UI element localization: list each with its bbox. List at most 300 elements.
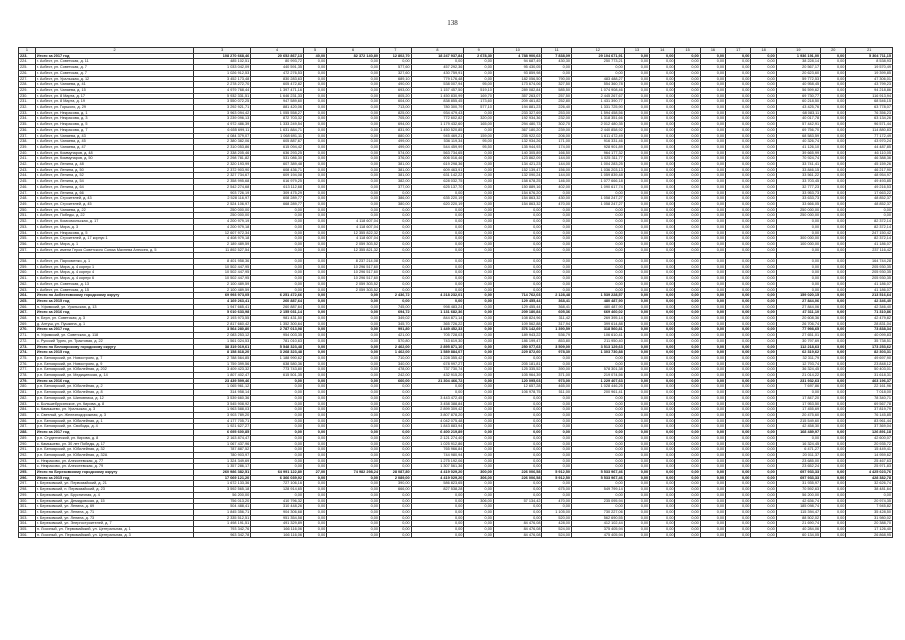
address-cell: Итого за 2015 год <box>35 350 193 356</box>
value-cell: 82 372,14 <box>846 224 893 230</box>
value-cell: 260 887,64 <box>251 298 304 304</box>
value-cell: 0,00 <box>303 184 326 190</box>
value-cell: 0,00 <box>751 350 776 356</box>
value-cell: 0,00 <box>675 509 700 515</box>
address-cell: г. Асбест, ул. Ленина, д. 48 <box>35 162 193 168</box>
value-cell: 82 303,31 <box>846 350 893 356</box>
value-cell: 0,00 <box>464 327 494 333</box>
value-cell: 0,00 <box>624 236 649 242</box>
value-cell: 0,00 <box>700 470 725 476</box>
value-cell: 0,00 <box>303 241 326 247</box>
value-cell: 302,70 <box>542 122 572 128</box>
value-cell: 0,00 <box>700 287 725 293</box>
row-index-cell: 298. <box>19 487 36 493</box>
value-cell: 0,00 <box>572 224 625 230</box>
value-cell: 232,00 <box>542 116 572 122</box>
value-cell: 4 169 263,41 <box>194 298 251 304</box>
value-cell: 3 903 789,20 <box>194 412 251 418</box>
address-cell: р.п. Студенческий, ул. Кирова, д. 8 <box>35 435 193 441</box>
value-cell: 0,00 <box>675 144 700 150</box>
value-cell: 669 460,02 <box>572 310 625 316</box>
value-cell: 250 000,00 <box>776 207 820 213</box>
value-cell: 33 666,05 <box>776 201 820 207</box>
value-cell: 0,00 <box>542 464 572 470</box>
value-cell: 0,00 <box>700 236 725 242</box>
value-cell: 0,00 <box>700 407 725 413</box>
value-cell: 0,00 <box>624 241 649 247</box>
value-cell: 0,00 <box>700 144 725 150</box>
value-cell: 69 993 973,05 <box>194 293 251 299</box>
value-cell: 0,00 <box>464 287 494 293</box>
value-cell: 0,00 <box>650 59 675 65</box>
value-cell: 668 289,77 <box>251 201 304 207</box>
row-index-cell: 293. <box>19 458 36 464</box>
column-header: 20 <box>821 48 846 54</box>
value-cell: 95,00 <box>464 82 494 88</box>
column-header: 9 <box>464 48 494 54</box>
value-cell: 247 150,42 <box>846 230 893 236</box>
value-cell: 0,00 <box>411 298 464 304</box>
value-cell: 0,00 <box>493 407 542 413</box>
value-cell: 95,50 <box>464 144 494 150</box>
value-cell: 166,50 <box>542 150 572 156</box>
value-cell: 144,00 <box>542 173 572 179</box>
value-cell: 0,00 <box>821 378 846 384</box>
value-cell: 0,00 <box>650 350 675 356</box>
value-cell: 0,00 <box>251 458 304 464</box>
value-cell: 0,00 <box>675 424 700 430</box>
value-cell: 68 083,11 <box>776 110 820 116</box>
value-cell: 0,00 <box>650 264 675 270</box>
value-cell: 0,00 <box>303 361 326 367</box>
value-cell: 0,00 <box>751 287 776 293</box>
column-header: 14 <box>650 48 675 54</box>
value-cell: 0,00 <box>303 504 326 510</box>
value-cell: 0,00 <box>327 390 380 396</box>
value-cell: 0,00 <box>464 361 494 367</box>
value-cell: 765 966,84 <box>411 447 464 453</box>
value-cell: 0,00 <box>493 281 542 287</box>
value-cell: 0,00 <box>650 139 675 145</box>
value-cell: 0,00 <box>700 304 725 310</box>
value-cell: 2 089,00 <box>379 475 411 481</box>
value-cell: 0,00 <box>327 162 380 168</box>
row-index-cell: 303. <box>19 515 36 521</box>
address-cell: р.п. Белоярский, ул. Новостроек, д. 9 <box>35 361 193 367</box>
row-index-cell: 232. <box>19 105 36 111</box>
value-cell: 1 431 390,77 <box>572 99 625 105</box>
value-cell: 4 118 607,04 <box>327 224 380 230</box>
column-header: 1 <box>19 48 36 54</box>
value-cell: 0,00 <box>624 162 649 168</box>
value-cell: 504 488,41 <box>194 504 251 510</box>
value-cell: 49 697,90 <box>846 355 893 361</box>
value-cell: 0,00 <box>675 470 700 476</box>
value-cell: 421,00 <box>379 333 411 339</box>
value-cell: 0,00 <box>751 458 776 464</box>
value-cell: 615 501,35 <box>251 373 304 379</box>
value-cell: 0,00 <box>303 224 326 230</box>
value-cell: 0,00 <box>650 133 675 139</box>
value-cell: 309 475,29 <box>251 190 304 196</box>
value-cell: 1 131 682,36 <box>411 310 464 316</box>
value-cell: 0,00 <box>700 179 725 185</box>
value-cell: 0,00 <box>251 224 304 230</box>
value-cell: 0,00 <box>650 470 675 476</box>
row-index-cell: 240. <box>19 150 36 156</box>
value-cell: 1 179 432,60 <box>411 122 464 128</box>
value-cell: 1 324 349,69 <box>194 458 251 464</box>
value-cell: 0,00 <box>411 281 464 287</box>
row-index-cell: 285. <box>19 412 36 418</box>
value-cell: 0,00 <box>624 310 649 316</box>
row-index-cell: 257. <box>19 247 36 253</box>
value-cell: 0,00 <box>327 430 380 436</box>
address-cell: р.п. Белоярский, ул. Новостроек, д. 7 <box>35 355 193 361</box>
value-cell: 0,00 <box>726 361 751 367</box>
value-cell: 0,00 <box>464 338 494 344</box>
value-cell: 250 077,63 <box>493 344 542 350</box>
value-cell: 11 892 527,54 <box>194 247 251 253</box>
value-cell: 0,00 <box>303 144 326 150</box>
value-cell: 744 980,94 <box>411 452 464 458</box>
value-cell: 1 390,59 <box>542 327 572 333</box>
row-index-cell: 253. <box>19 224 36 230</box>
value-cell: 0,00 <box>700 384 725 390</box>
value-cell: 0,00 <box>542 401 572 407</box>
value-cell: 0,00 <box>542 355 572 361</box>
value-cell: 0,00 <box>821 156 846 162</box>
value-cell: 0,00 <box>493 418 542 424</box>
value-cell: 94 218,86 <box>846 87 893 93</box>
value-cell: 0,00 <box>821 127 846 133</box>
row-index-cell: 230. <box>19 93 36 99</box>
value-cell: 0,00 <box>700 401 725 407</box>
value-cell: 186 199,47 <box>493 338 542 344</box>
value-cell: 0,00 <box>726 162 751 168</box>
value-cell: 903 726,19 <box>194 190 251 196</box>
value-cell: 0,00 <box>700 270 725 276</box>
value-cell: 0,00 <box>821 116 846 122</box>
value-cell: 881 420,06 <box>251 105 304 111</box>
row-index-cell: 235. <box>19 122 36 128</box>
address-cell: г. Асбест, ул. Строителей, д. 45 <box>35 201 193 207</box>
address-cell: г. Асбест, ул. Мира, д. 4 корпус 6 <box>35 276 193 282</box>
address-cell: г. Березовский, ул. Первомайский, д. 21 <box>35 481 193 487</box>
value-cell: 0,00 <box>726 150 751 156</box>
value-cell: 0,00 <box>821 441 846 447</box>
value-cell: 928 901,89 <box>572 144 625 150</box>
value-cell: 478,00 <box>379 367 411 373</box>
value-cell: 0,00 <box>624 452 649 458</box>
value-cell: 0,00 <box>303 395 326 401</box>
value-cell: 0,00 <box>726 475 751 481</box>
value-cell: 0,00 <box>821 162 846 168</box>
value-cell: 0,00 <box>624 264 649 270</box>
value-cell: 0,00 <box>751 515 776 521</box>
value-cell: 0,00 <box>700 219 725 225</box>
value-cell: 0,00 <box>650 259 675 265</box>
address-cell: г. Асбест, ул. Мира, д. 4 корпус 1 <box>35 264 193 270</box>
value-cell: 2 899 309,42 <box>411 407 464 413</box>
value-cell: 0,00 <box>821 310 846 316</box>
value-cell: 0,00 <box>821 213 846 219</box>
value-cell: 253,00 <box>542 110 572 116</box>
value-cell: 56 200,00 <box>194 492 251 498</box>
value-cell: 3 539 660,36 <box>194 395 251 401</box>
value-cell: 0,00 <box>675 219 700 225</box>
value-cell: 0,00 <box>464 321 494 327</box>
value-cell: 0,00 <box>751 87 776 93</box>
value-cell: 0,00 <box>464 264 494 270</box>
value-cell: 0,00 <box>751 498 776 504</box>
value-cell: 0,00 <box>624 481 649 487</box>
value-cell: 289 082,84 <box>493 87 542 93</box>
value-cell: 0,00 <box>327 515 380 521</box>
value-cell: 0,00 <box>572 458 625 464</box>
value-cell: 31 980,02 <box>846 515 893 521</box>
value-cell: 0,00 <box>821 219 846 225</box>
value-cell: 412 102,44 <box>572 521 625 527</box>
value-cell: 0,00 <box>464 293 494 299</box>
value-cell: 0,00 <box>751 241 776 247</box>
value-cell: 0,00 <box>327 532 380 538</box>
value-cell: 2 298 781,82 <box>194 156 251 162</box>
value-cell: 0,00 <box>700 310 725 316</box>
value-cell: 0,00 <box>464 452 494 458</box>
value-cell: 0,00 <box>821 144 846 150</box>
value-cell: 10 502 447,95 <box>194 270 251 276</box>
value-cell: 32 311,79 <box>776 355 820 361</box>
value-cell: 20 974,35 <box>846 498 893 504</box>
value-cell: 0,00 <box>700 70 725 76</box>
value-cell: 129 455,44 <box>493 298 542 304</box>
value-cell: 0,00 <box>675 133 700 139</box>
address-cell: г. Асбест, ул. Ленина, д. 52 <box>35 173 193 179</box>
value-cell: 745,00 <box>379 304 411 310</box>
value-cell: 0,00 <box>726 196 751 202</box>
value-cell: 0,00 <box>464 316 494 322</box>
value-cell: 0,00 <box>675 173 700 179</box>
value-cell: 0,00 <box>303 201 326 207</box>
value-cell: 0,00 <box>675 230 700 236</box>
value-cell: 0,00 <box>751 412 776 418</box>
value-cell: 0,00 <box>650 127 675 133</box>
value-cell: 173 674,06 <box>493 82 542 88</box>
value-cell: 260 986 382,51 <box>194 470 251 476</box>
value-cell: 134 421,23 <box>493 162 542 168</box>
value-cell: 32 626,74 <box>846 481 893 487</box>
value-cell: 0,00 <box>726 87 751 93</box>
value-cell: 0,00 <box>327 344 380 350</box>
value-cell: 0,00 <box>700 190 725 196</box>
value-cell: 0,00 <box>327 150 380 156</box>
value-cell: 693,00 <box>379 87 411 93</box>
value-cell: 0,00 <box>251 424 304 430</box>
value-cell: 60 134,05 <box>776 532 820 538</box>
value-cell: 0,00 <box>650 293 675 299</box>
row-index-cell: 254. <box>19 230 36 236</box>
row-index-cell: 296. <box>19 475 36 481</box>
value-cell: 0,00 <box>379 532 411 538</box>
address-cell: п. Уфимский, ул. Уральская, д. 13 <box>35 304 193 310</box>
page-number: 138 <box>447 19 458 27</box>
value-cell: 235 922,02 <box>493 133 542 139</box>
value-cell: 0,00 <box>751 504 776 510</box>
value-cell: 0,00 <box>379 281 411 287</box>
value-cell: 2 059 303,52 <box>327 281 380 287</box>
value-cell: 0,00 <box>675 310 700 316</box>
value-cell: 0,00 <box>493 287 542 293</box>
value-cell: 0,00 <box>303 390 326 396</box>
value-cell: 0,00 <box>751 184 776 190</box>
value-cell: 0,00 <box>624 156 649 162</box>
value-cell: 0,00 <box>411 384 464 390</box>
value-cell: 250 000,00 <box>194 213 251 219</box>
address-cell: Итого за 2016 год <box>35 310 193 316</box>
value-cell: 0,00 <box>675 76 700 82</box>
value-cell: 0,00 <box>542 287 572 293</box>
value-cell: 0,00 <box>572 361 625 367</box>
value-cell: 0,00 <box>751 127 776 133</box>
value-cell: 964 177,32 <box>572 150 625 156</box>
value-cell: 0,00 <box>464 65 494 71</box>
value-cell: 209 180,84 <box>493 310 542 316</box>
value-cell: 0,00 <box>675 481 700 487</box>
value-cell: 0,00 <box>700 201 725 207</box>
address-cell: р.п. Белоярский, ул. Юбилейная, д. 1 <box>35 418 193 424</box>
value-cell: 33 741,41 <box>776 162 820 168</box>
value-cell: 0,00 <box>821 470 846 476</box>
address-cell: г. Асбест, ул. Советская, д. 13 <box>35 281 193 287</box>
value-cell: 318 560,81 <box>572 327 625 333</box>
row-index-cell: 279. <box>19 378 36 384</box>
address-cell: г. Асбест, ул. 8 Марта, д. 17 <box>35 93 193 99</box>
value-cell: 0,00 <box>464 390 494 396</box>
value-cell: 0,00 <box>821 70 846 76</box>
value-cell: 0,00 <box>379 247 411 253</box>
value-cell: 0,00 <box>650 464 675 470</box>
value-cell: 0,00 <box>303 287 326 293</box>
value-cell: 0,00 <box>327 70 380 76</box>
value-cell: 779 176,48 <box>411 76 464 82</box>
value-cell: 0,00 <box>751 361 776 367</box>
value-cell: 1 845 356,71 <box>194 509 251 515</box>
value-cell: 0,00 <box>821 498 846 504</box>
value-cell: 0,00 <box>821 270 846 276</box>
value-cell: 0,00 <box>327 350 380 356</box>
value-cell: 49 216,53 <box>846 184 893 190</box>
value-cell: 0,00 <box>675 139 700 145</box>
value-cell: 0,00 <box>650 316 675 322</box>
value-cell: 0,00 <box>542 65 572 71</box>
address-cell: п. Лосиный, ул. Первомайский, ул. Центральная, д. 3 <box>35 532 193 538</box>
address-cell: р.п. Белоярский, ул. Шиповника, д. 12 <box>35 395 193 401</box>
value-cell: 1 759 399,56 <box>194 361 251 367</box>
value-cell: 0,00 <box>726 70 751 76</box>
value-cell: 0,00 <box>303 270 326 276</box>
value-cell: 0,00 <box>650 276 675 282</box>
value-cell: 0,00 <box>572 407 625 413</box>
value-cell: 402,00 <box>542 184 572 190</box>
value-cell: 536 119,34 <box>411 139 464 145</box>
value-cell: 608 289,77 <box>251 196 304 202</box>
value-cell: 0,00 <box>650 82 675 88</box>
value-cell: 531 086,30 <box>251 156 304 162</box>
value-cell: 432 915,20 <box>411 373 464 379</box>
value-cell: 0,00 <box>650 492 675 498</box>
value-cell: 41 126,10 <box>776 144 820 150</box>
value-cell: 1 275 192,06 <box>411 458 464 464</box>
value-cell: 0,00 <box>726 458 751 464</box>
value-cell: 0,00 <box>464 521 494 527</box>
value-cell: 80 993,72 <box>251 59 304 65</box>
value-cell: 0,00 <box>327 87 380 93</box>
value-cell: 0,00 <box>493 424 542 430</box>
value-cell: 300 000,00 <box>776 236 820 242</box>
value-cell: 0,00 <box>411 259 464 265</box>
row-index-cell: 300. <box>19 498 36 504</box>
value-cell: 0,00 <box>675 201 700 207</box>
value-cell: 0,00 <box>303 65 326 71</box>
value-cell: 0,00 <box>675 373 700 379</box>
value-cell: 0,00 <box>624 116 649 122</box>
value-cell: 0,00 <box>821 504 846 510</box>
value-cell: 0,00 <box>675 105 700 111</box>
value-cell: 0,00 <box>624 93 649 99</box>
value-cell: 998 483,24 <box>411 304 464 310</box>
value-cell: 0,00 <box>751 327 776 333</box>
value-cell: 0,00 <box>624 270 649 276</box>
value-cell: 0,00 <box>411 532 464 538</box>
value-cell: 0,00 <box>675 407 700 413</box>
value-cell: 430 759,91 <box>411 70 464 76</box>
value-cell: 0,00 <box>726 59 751 65</box>
value-cell: 0,00 <box>572 504 625 510</box>
value-cell: 0,00 <box>624 492 649 498</box>
value-cell: 0,00 <box>700 487 725 493</box>
value-cell: 0,00 <box>542 452 572 458</box>
value-cell: 0,00 <box>751 70 776 76</box>
value-cell: 0,00 <box>726 492 751 498</box>
value-cell: 0,00 <box>751 304 776 310</box>
value-cell: 0,00 <box>464 412 494 418</box>
value-cell: 0,00 <box>650 110 675 116</box>
value-cell: 0,00 <box>327 355 380 361</box>
value-cell: 10 502 447,95 <box>194 276 251 282</box>
address-cell: г. Асбест, ул. Комсомольская, д. 17 <box>35 219 193 225</box>
value-cell: 0,00 <box>624 70 649 76</box>
value-cell: 2 121 274,40 <box>411 435 464 441</box>
value-cell: 0,00 <box>650 504 675 510</box>
address-cell: г. Асбест, ул. Уральская, д. 12 <box>35 76 193 82</box>
value-cell: 0,00 <box>327 122 380 128</box>
value-cell: 1 058 247,27 <box>572 196 625 202</box>
value-cell: 0,00 <box>700 361 725 367</box>
value-cell: 0,00 <box>726 464 751 470</box>
value-cell: 0,00 <box>411 213 464 219</box>
value-cell: 0,00 <box>624 150 649 156</box>
value-cell: 0,00 <box>411 504 464 510</box>
address-cell: с. Некрасово, ул. Алексеевская, д. 77 <box>35 458 193 464</box>
value-cell: 0,00 <box>464 395 494 401</box>
value-cell: 12 657,28 <box>493 384 542 390</box>
value-cell: 0,00 <box>624 412 649 418</box>
value-cell: 0,00 <box>821 304 846 310</box>
value-cell: 349,02 <box>379 316 411 322</box>
value-cell: 0,00 <box>379 236 411 242</box>
value-cell: 0,00 <box>776 287 820 293</box>
